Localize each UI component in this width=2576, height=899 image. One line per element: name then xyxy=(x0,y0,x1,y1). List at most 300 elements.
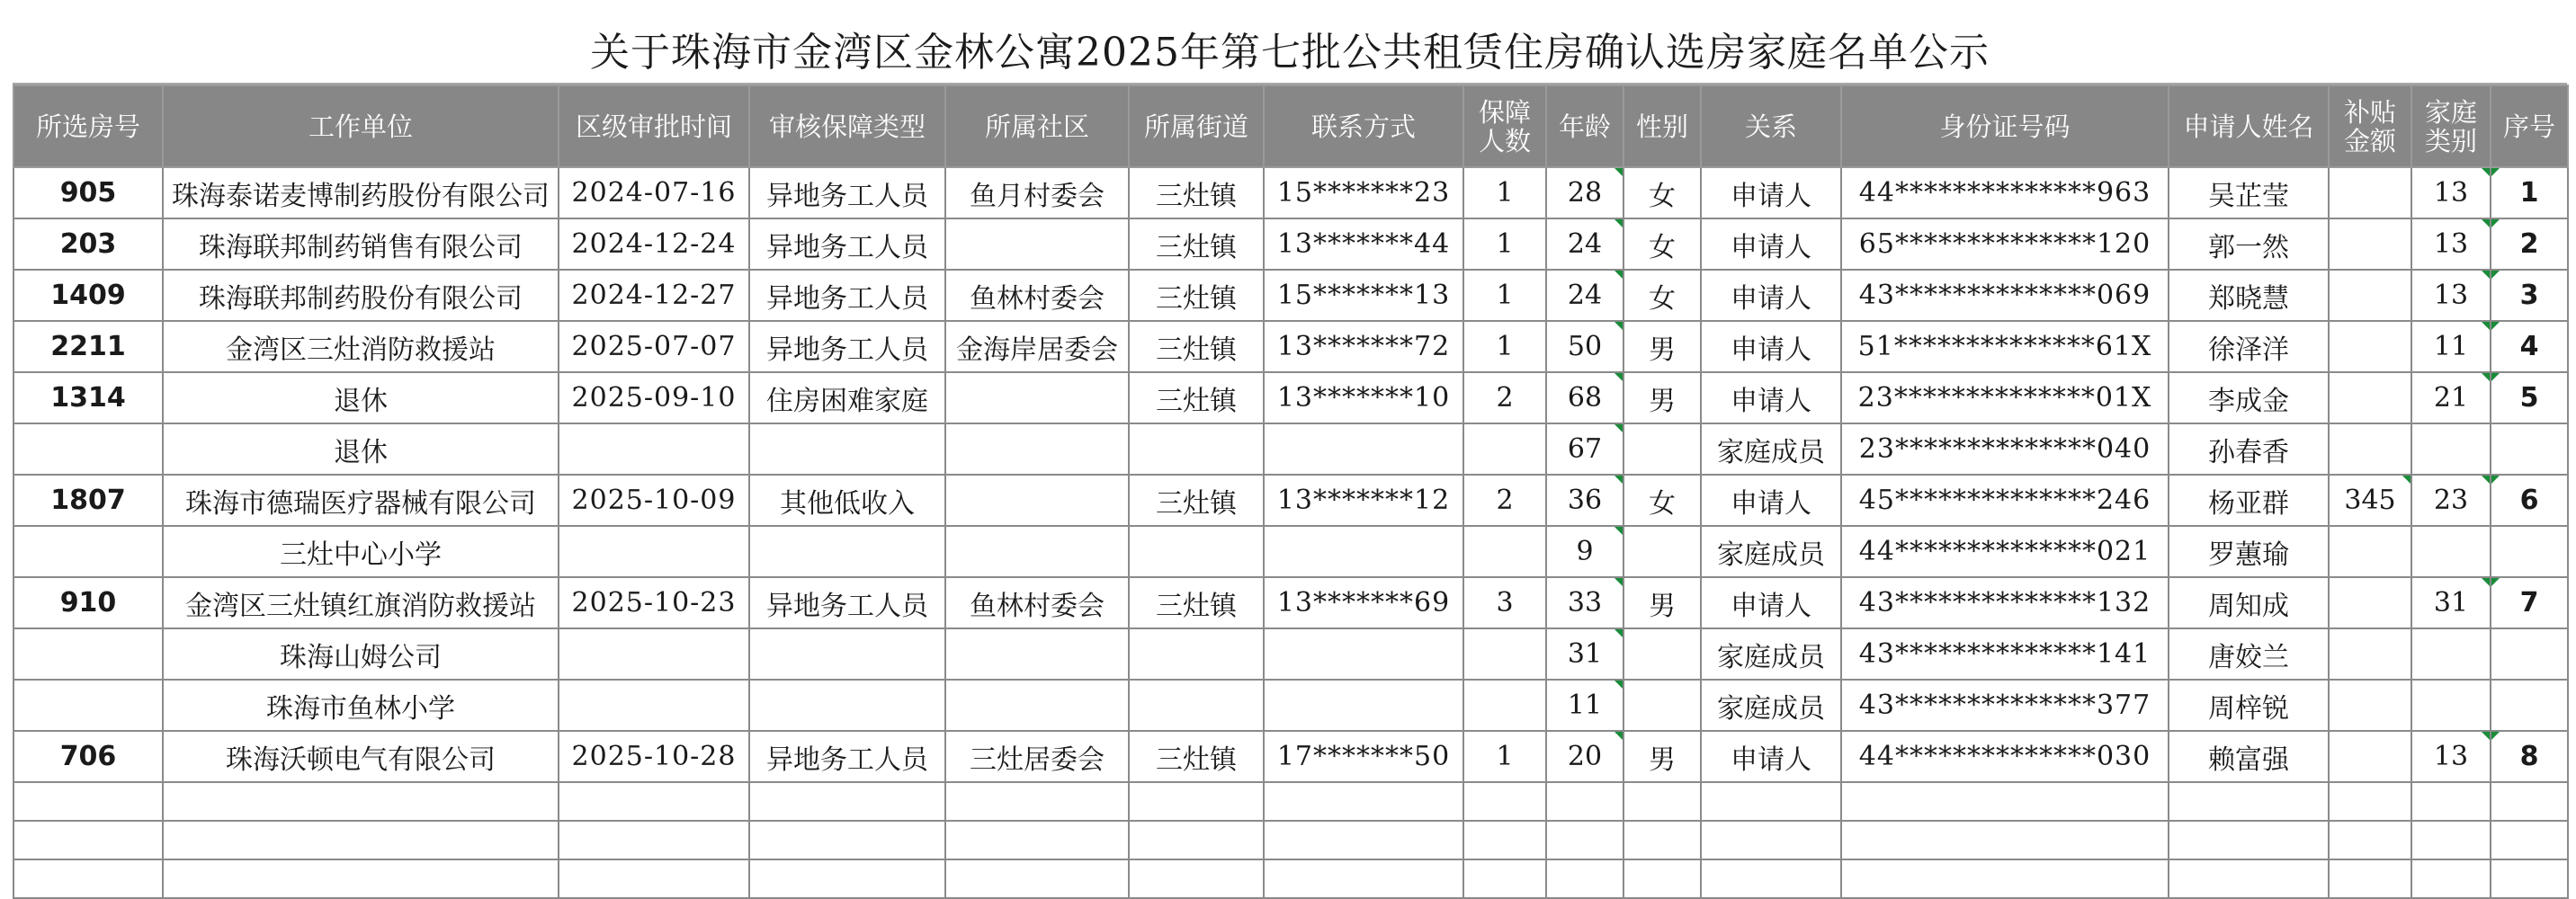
empty-cell[interactable] xyxy=(1841,782,2169,821)
cell-type[interactable] xyxy=(749,218,945,270)
cell-subsidy[interactable] xyxy=(2329,680,2411,731)
cell-category-text: 23 xyxy=(2433,485,2469,516)
empty-cell[interactable] xyxy=(945,821,1129,859)
cell-age[interactable] xyxy=(1546,680,1623,731)
empty-cell[interactable] xyxy=(2491,821,2568,859)
cell-phone-text: 13*******69 xyxy=(1276,587,1451,619)
cell-count[interactable] xyxy=(1463,475,1546,526)
cell-id[interactable] xyxy=(1841,628,2169,680)
cell-category-text: 13 xyxy=(2433,228,2469,260)
cell-phone[interactable] xyxy=(1264,372,1463,423)
cell-phone[interactable] xyxy=(1264,270,1463,321)
cell-date[interactable] xyxy=(559,423,749,475)
empty-cell[interactable] xyxy=(1463,859,1546,898)
empty-cell[interactable] xyxy=(163,859,559,898)
cell-count[interactable] xyxy=(1463,270,1546,321)
cell-relation[interactable] xyxy=(1701,526,1841,577)
cell-name-text: 徐泽洋 xyxy=(2208,334,2289,366)
cell-type[interactable] xyxy=(749,731,945,782)
cell-date[interactable] xyxy=(559,475,749,526)
cell-street-text: 三灶镇 xyxy=(1156,180,1237,212)
cell-no[interactable] xyxy=(2491,218,2568,270)
cell-marker xyxy=(2482,732,2490,740)
cell-name[interactable] xyxy=(2169,372,2329,423)
cell-age[interactable] xyxy=(1546,372,1623,423)
cell-street[interactable] xyxy=(1129,167,1264,218)
cell-phone[interactable] xyxy=(1264,218,1463,270)
cell-relation[interactable] xyxy=(1701,270,1841,321)
cell-category[interactable] xyxy=(2411,167,2491,218)
empty-cell[interactable] xyxy=(2491,782,2568,821)
cell-type[interactable] xyxy=(749,270,945,321)
cell-age[interactable] xyxy=(1546,628,1623,680)
cell-phone[interactable] xyxy=(1264,628,1463,680)
cell-id[interactable] xyxy=(1841,167,2169,218)
cell-subsidy[interactable] xyxy=(2329,526,2411,577)
empty-cell[interactable] xyxy=(1463,821,1546,859)
cell-marker xyxy=(1614,527,1623,535)
cell-relation[interactable] xyxy=(1701,372,1841,423)
empty-cell[interactable] xyxy=(2411,782,2491,821)
cell-count[interactable] xyxy=(1463,526,1546,577)
cell-street[interactable] xyxy=(1129,731,1264,782)
cell-room[interactable] xyxy=(13,423,163,475)
cell-unit[interactable] xyxy=(163,218,559,270)
cell-count[interactable] xyxy=(1463,680,1546,731)
cell-id[interactable] xyxy=(1841,680,2169,731)
empty-cell[interactable] xyxy=(945,859,1129,898)
cell-no-text: 3 xyxy=(2519,280,2539,311)
cell-phone[interactable] xyxy=(1264,475,1463,526)
cell-name-text: 杨亚群 xyxy=(2208,487,2289,520)
cell-no[interactable] xyxy=(2491,167,2568,218)
cell-name[interactable] xyxy=(2169,475,2329,526)
cell-count-text: 2 xyxy=(1496,485,1514,516)
cell-date[interactable] xyxy=(559,321,749,372)
cell-subsidy[interactable] xyxy=(2329,218,2411,270)
header-id: 身份证号码 xyxy=(1841,85,2169,167)
cell-relation[interactable] xyxy=(1701,680,1841,731)
cell-id[interactable] xyxy=(1841,423,2169,475)
cell-category[interactable] xyxy=(2411,526,2491,577)
cell-type[interactable] xyxy=(749,577,945,628)
cell-relation[interactable] xyxy=(1701,475,1841,526)
empty-cell[interactable] xyxy=(749,782,945,821)
empty-cell[interactable] xyxy=(2411,859,2491,898)
cell-count[interactable] xyxy=(1463,423,1546,475)
cell-subsidy[interactable] xyxy=(2329,321,2411,372)
cell-unit[interactable] xyxy=(163,577,559,628)
empty-cell[interactable] xyxy=(2329,859,2411,898)
empty-cell[interactable] xyxy=(559,859,749,898)
cell-gender[interactable] xyxy=(1623,526,1701,577)
cell-age-text: 68 xyxy=(1567,382,1603,414)
cell-subsidy[interactable] xyxy=(2329,270,2411,321)
cell-unit[interactable] xyxy=(163,270,559,321)
cell-category[interactable] xyxy=(2411,423,2491,475)
cell-type[interactable] xyxy=(749,475,945,526)
cell-name[interactable] xyxy=(2169,321,2329,372)
empty-cell[interactable] xyxy=(163,821,559,859)
cell-marker xyxy=(2491,732,2500,740)
cell-room[interactable] xyxy=(13,577,163,628)
cell-relation-text: 申请人 xyxy=(1731,487,1811,520)
cell-type[interactable] xyxy=(749,372,945,423)
cell-name[interactable] xyxy=(2169,680,2329,731)
cell-id-text: 43**************377 xyxy=(1858,690,2151,721)
cell-age[interactable] xyxy=(1546,270,1623,321)
empty-cell[interactable] xyxy=(13,782,163,821)
cell-category[interactable] xyxy=(2411,628,2491,680)
cell-room[interactable] xyxy=(13,270,163,321)
cell-name[interactable] xyxy=(2169,270,2329,321)
empty-cell[interactable] xyxy=(749,821,945,859)
empty-cell[interactable] xyxy=(13,859,163,898)
cell-category[interactable] xyxy=(2411,321,2491,372)
cell-street[interactable] xyxy=(1129,628,1264,680)
cell-marker xyxy=(1614,373,1623,381)
cell-unit[interactable] xyxy=(163,628,559,680)
cell-date[interactable] xyxy=(559,167,749,218)
empty-cell[interactable] xyxy=(1264,821,1463,859)
cell-no[interactable] xyxy=(2491,731,2568,782)
cell-street[interactable] xyxy=(1129,321,1264,372)
cell-subsidy[interactable] xyxy=(2329,628,2411,680)
cell-room[interactable] xyxy=(13,526,163,577)
cell-category[interactable] xyxy=(2411,680,2491,731)
cell-type[interactable] xyxy=(749,423,945,475)
cell-gender[interactable] xyxy=(1623,372,1701,423)
empty-cell[interactable] xyxy=(1546,859,1623,898)
cell-date[interactable] xyxy=(559,372,749,423)
cell-unit[interactable] xyxy=(163,526,559,577)
cell-phone[interactable] xyxy=(1264,167,1463,218)
cell-category[interactable] xyxy=(2411,270,2491,321)
cell-count[interactable] xyxy=(1463,167,1546,218)
cell-type[interactable] xyxy=(749,680,945,731)
cell-id[interactable] xyxy=(1841,218,2169,270)
cell-street[interactable] xyxy=(1129,680,1264,731)
cell-count[interactable] xyxy=(1463,372,1546,423)
cell-gender[interactable] xyxy=(1623,628,1701,680)
empty-cell[interactable] xyxy=(1264,782,1463,821)
cell-subsidy[interactable] xyxy=(2329,731,2411,782)
cell-name-text: 罗蕙瑜 xyxy=(2208,539,2289,571)
cell-count-text: 1 xyxy=(1496,280,1514,311)
cell-street[interactable] xyxy=(1129,577,1264,628)
cell-date[interactable] xyxy=(559,680,749,731)
cell-id[interactable] xyxy=(1841,372,2169,423)
cell-no[interactable] xyxy=(2491,577,2568,628)
cell-street[interactable] xyxy=(1129,526,1264,577)
cell-count[interactable] xyxy=(1463,731,1546,782)
cell-street-text: 三灶镇 xyxy=(1156,282,1237,315)
cell-gender[interactable] xyxy=(1623,577,1701,628)
cell-community[interactable] xyxy=(945,526,1129,577)
cell-gender[interactable] xyxy=(1623,218,1701,270)
cell-name[interactable] xyxy=(2169,167,2329,218)
empty-cell[interactable] xyxy=(1546,782,1623,821)
cell-community[interactable] xyxy=(945,218,1129,270)
empty-cell[interactable] xyxy=(1264,859,1463,898)
cell-age[interactable] xyxy=(1546,475,1623,526)
cell-name-text: 周梓锐 xyxy=(2208,692,2289,725)
empty-cell[interactable] xyxy=(1701,859,1841,898)
cell-date[interactable] xyxy=(559,270,749,321)
cell-category[interactable] xyxy=(2411,731,2491,782)
cell-room[interactable] xyxy=(13,475,163,526)
cell-age-text: 50 xyxy=(1567,331,1603,362)
empty-cell[interactable] xyxy=(2411,821,2491,859)
empty-cell[interactable] xyxy=(1129,859,1264,898)
cell-name[interactable] xyxy=(2169,423,2329,475)
cell-relation[interactable] xyxy=(1701,731,1841,782)
cell-relation-text: 申请人 xyxy=(1731,743,1811,776)
cell-count[interactable] xyxy=(1463,321,1546,372)
cell-count-text: 1 xyxy=(1496,741,1514,772)
cell-community[interactable] xyxy=(945,423,1129,475)
cell-gender[interactable] xyxy=(1623,680,1701,731)
cell-name-text: 周知成 xyxy=(2208,590,2289,622)
cell-unit[interactable] xyxy=(163,167,559,218)
cell-relation-text: 家庭成员 xyxy=(1717,641,1825,673)
cell-street[interactable] xyxy=(1129,270,1264,321)
cell-gender[interactable] xyxy=(1623,423,1701,475)
cell-room-text: 706 xyxy=(59,741,117,772)
cell-marker xyxy=(1614,476,1623,484)
cell-marker xyxy=(1614,578,1623,586)
cell-type[interactable] xyxy=(749,167,945,218)
empty-row xyxy=(13,821,2568,859)
cell-marker xyxy=(2491,219,2500,227)
cell-age[interactable] xyxy=(1546,218,1623,270)
empty-cell[interactable] xyxy=(1701,782,1841,821)
cell-phone-text: 15*******13 xyxy=(1276,280,1451,311)
cell-subsidy[interactable] xyxy=(2329,423,2411,475)
cell-no[interactable] xyxy=(2491,423,2568,475)
header-category: 家庭类别 xyxy=(2411,85,2491,167)
cell-relation-text: 申请人 xyxy=(1731,282,1811,315)
cell-room[interactable] xyxy=(13,628,163,680)
header-street: 所属街道 xyxy=(1129,85,1264,167)
cell-phone[interactable] xyxy=(1264,731,1463,782)
empty-cell[interactable] xyxy=(945,782,1129,821)
cell-relation[interactable] xyxy=(1701,577,1841,628)
cell-phone[interactable] xyxy=(1264,321,1463,372)
cell-community[interactable] xyxy=(945,680,1129,731)
cell-category[interactable] xyxy=(2411,475,2491,526)
cell-community[interactable] xyxy=(945,321,1129,372)
cell-unit[interactable] xyxy=(163,680,559,731)
cell-count[interactable] xyxy=(1463,628,1546,680)
cell-age[interactable] xyxy=(1546,577,1623,628)
cell-id[interactable] xyxy=(1841,731,2169,782)
cell-type[interactable] xyxy=(749,526,945,577)
empty-cell[interactable] xyxy=(1841,859,2169,898)
cell-id[interactable] xyxy=(1841,577,2169,628)
cell-date[interactable] xyxy=(559,218,749,270)
cell-unit-text: 退休 xyxy=(334,385,388,417)
cell-marker xyxy=(1614,424,1623,432)
empty-cell[interactable] xyxy=(1546,821,1623,859)
cell-age[interactable] xyxy=(1546,321,1623,372)
empty-cell[interactable] xyxy=(2329,821,2411,859)
cell-room[interactable] xyxy=(13,218,163,270)
cell-type-text: 异地务工人员 xyxy=(766,590,928,622)
cell-relation-text: 申请人 xyxy=(1731,180,1811,212)
cell-no[interactable] xyxy=(2491,526,2568,577)
cell-unit[interactable] xyxy=(163,423,559,475)
empty-cell[interactable] xyxy=(1623,821,1701,859)
empty-cell[interactable] xyxy=(2329,782,2411,821)
empty-cell[interactable] xyxy=(13,821,163,859)
cell-subsidy[interactable] xyxy=(2329,167,2411,218)
cell-marker xyxy=(1614,681,1623,689)
cell-marker xyxy=(2482,578,2490,586)
header-name: 申请人姓名 xyxy=(2169,85,2329,167)
cell-name[interactable] xyxy=(2169,218,2329,270)
cell-id-text: 45**************246 xyxy=(1858,485,2151,516)
cell-age[interactable] xyxy=(1546,526,1623,577)
cell-count[interactable] xyxy=(1463,577,1546,628)
cell-street[interactable] xyxy=(1129,475,1264,526)
empty-cell[interactable] xyxy=(1463,782,1546,821)
cell-id[interactable] xyxy=(1841,475,2169,526)
empty-cell[interactable] xyxy=(559,821,749,859)
cell-age-text: 11 xyxy=(1567,690,1603,721)
cell-no[interactable] xyxy=(2491,270,2568,321)
cell-date-text: 2025-09-10 xyxy=(571,382,737,414)
cell-room[interactable] xyxy=(13,321,163,372)
cell-id[interactable] xyxy=(1841,321,2169,372)
header-unit: 工作单位 xyxy=(163,85,559,167)
cell-count-text: 3 xyxy=(1496,587,1514,619)
cell-marker xyxy=(2491,476,2500,484)
cell-room[interactable] xyxy=(13,680,163,731)
cell-age-text: 33 xyxy=(1567,587,1603,619)
cell-no[interactable] xyxy=(2491,372,2568,423)
cell-gender[interactable] xyxy=(1623,731,1701,782)
cell-street[interactable] xyxy=(1129,218,1264,270)
cell-phone[interactable] xyxy=(1264,526,1463,577)
cell-street[interactable] xyxy=(1129,372,1264,423)
cell-community[interactable] xyxy=(945,270,1129,321)
page-title: 关于珠海市金湾区金林公寓2025年第七批公共租赁住房确认选房家庭名单公示 xyxy=(13,14,2567,85)
empty-cell[interactable] xyxy=(2169,782,2329,821)
cell-type-text: 异地务工人员 xyxy=(766,743,928,776)
cell-gender[interactable] xyxy=(1623,321,1701,372)
cell-category[interactable] xyxy=(2411,218,2491,270)
empty-cell[interactable] xyxy=(2491,859,2568,898)
cell-community[interactable] xyxy=(945,628,1129,680)
cell-street-text: 三灶镇 xyxy=(1156,385,1237,417)
cell-relation[interactable] xyxy=(1701,423,1841,475)
cell-relation[interactable] xyxy=(1701,628,1841,680)
cell-count[interactable] xyxy=(1463,218,1546,270)
cell-room[interactable] xyxy=(13,167,163,218)
cell-gender[interactable] xyxy=(1623,475,1701,526)
cell-name[interactable] xyxy=(2169,628,2329,680)
cell-no[interactable] xyxy=(2491,680,2568,731)
empty-row xyxy=(13,782,2568,821)
cell-relation[interactable] xyxy=(1701,321,1841,372)
empty-cell[interactable] xyxy=(749,859,945,898)
cell-community[interactable] xyxy=(945,475,1129,526)
cell-no[interactable] xyxy=(2491,628,2568,680)
cell-date[interactable] xyxy=(559,628,749,680)
cell-date[interactable] xyxy=(559,526,749,577)
cell-no-text: 2 xyxy=(2519,228,2539,260)
cell-type[interactable] xyxy=(749,628,945,680)
cell-name[interactable] xyxy=(2169,731,2329,782)
empty-cell[interactable] xyxy=(1129,821,1264,859)
cell-unit[interactable] xyxy=(163,475,559,526)
cell-marker xyxy=(2482,168,2490,176)
empty-cell[interactable] xyxy=(559,782,749,821)
cell-category[interactable] xyxy=(2411,372,2491,423)
header-subsidy: 补贴金额 xyxy=(2329,85,2411,167)
cell-age[interactable] xyxy=(1546,167,1623,218)
cell-gender[interactable] xyxy=(1623,167,1701,218)
cell-id[interactable] xyxy=(1841,270,2169,321)
cell-age[interactable] xyxy=(1546,423,1623,475)
cell-phone[interactable] xyxy=(1264,680,1463,731)
cell-id[interactable] xyxy=(1841,526,2169,577)
cell-marker xyxy=(2491,271,2500,279)
cell-gender[interactable] xyxy=(1623,270,1701,321)
cell-subsidy[interactable] xyxy=(2329,372,2411,423)
cell-community[interactable] xyxy=(945,167,1129,218)
cell-date[interactable] xyxy=(559,731,749,782)
cell-relation[interactable] xyxy=(1701,218,1841,270)
cell-date[interactable] xyxy=(559,577,749,628)
cell-name[interactable] xyxy=(2169,577,2329,628)
empty-cell[interactable] xyxy=(1841,821,2169,859)
empty-cell[interactable] xyxy=(1623,782,1701,821)
empty-cell[interactable] xyxy=(1623,859,1701,898)
cell-type[interactable] xyxy=(749,321,945,372)
cell-no[interactable] xyxy=(2491,321,2568,372)
cell-community[interactable] xyxy=(945,577,1129,628)
cell-unit[interactable] xyxy=(163,372,559,423)
cell-subsidy[interactable] xyxy=(2329,577,2411,628)
cell-category-text: 11 xyxy=(2433,331,2469,362)
cell-room[interactable] xyxy=(13,731,163,782)
cell-unit[interactable] xyxy=(163,731,559,782)
cell-community[interactable] xyxy=(945,731,1129,782)
cell-age[interactable] xyxy=(1546,731,1623,782)
empty-cell[interactable] xyxy=(1701,821,1841,859)
cell-phone[interactable] xyxy=(1264,423,1463,475)
empty-cell[interactable] xyxy=(1129,782,1264,821)
cell-category[interactable] xyxy=(2411,577,2491,628)
cell-street[interactable] xyxy=(1129,423,1264,475)
cell-phone[interactable] xyxy=(1264,577,1463,628)
empty-cell[interactable] xyxy=(2169,859,2329,898)
cell-room[interactable] xyxy=(13,372,163,423)
cell-relation[interactable] xyxy=(1701,167,1841,218)
cell-name[interactable] xyxy=(2169,526,2329,577)
empty-cell[interactable] xyxy=(2169,821,2329,859)
empty-cell[interactable] xyxy=(163,782,559,821)
header-age: 年龄 xyxy=(1546,85,1623,167)
table-body xyxy=(13,167,2568,898)
cell-unit[interactable] xyxy=(163,321,559,372)
cell-no[interactable] xyxy=(2491,475,2568,526)
cell-subsidy[interactable] xyxy=(2329,475,2411,526)
cell-type-text: 其他低收入 xyxy=(780,487,915,520)
cell-community[interactable] xyxy=(945,372,1129,423)
